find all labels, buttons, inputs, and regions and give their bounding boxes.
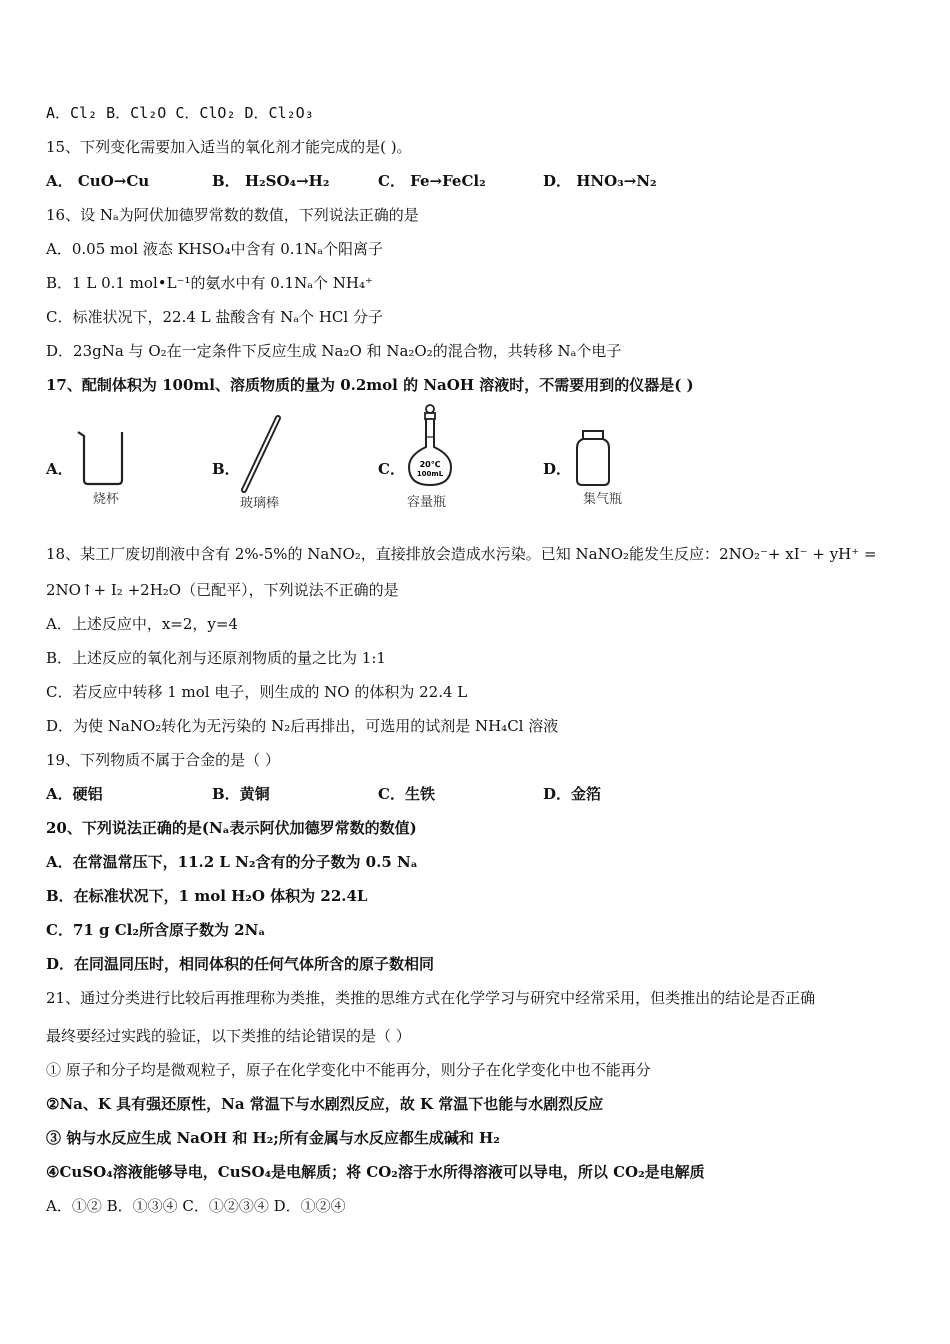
q21-statement-4: ④CuSO₄溶液能够导电，CuSO₄是电解质；将 CO₂溶于水所得溶液可以导电，所以 CO₂是电解质 [46,1163,705,1181]
q19-option-c: C．生铁 [378,785,435,803]
gas-jar-icon [573,428,613,488]
q18-option-b: B．上述反应的氧化剂与还原剂物质的量之比为 1:1 [46,649,386,667]
q15-option-d: D． HNO₃→N₂ [543,172,657,190]
volumetric-flask-label: 容量瓶 [407,495,447,510]
q19-option-a: A．硬铝 [46,785,103,803]
q16-stem: 16、设 Nₐ为阿伏加德罗常数的数值，下列说法正确的是 [46,206,419,224]
beaker-label: 烧杯 [93,492,120,507]
glass-rod-label: 玻璃棒 [240,496,280,511]
q14-options: A．Cl₂ B．Cl₂O C．ClO₂ D．Cl₂O₃ [46,104,314,122]
q18-option-d: D．为使 NaNO₂转化为无污染的 N₂后再排出，可选用的试剂是 NH₄Cl 溶液 [46,717,559,735]
gas-jar-label: 集气瓶 [583,492,623,507]
q16-option-c: C．标准状况下，22.4 L 盐酸含有 Nₐ个 HCl 分子 [46,308,383,326]
q15-stem: 15、下列变化需要加入适当的氧化剂才能完成的是( )。 [46,138,412,156]
q20-option-c: C．71 g Cl₂所含原子数为 2Nₐ [46,921,266,939]
flask-mark-volume: 100mL [416,470,444,478]
q15-option-c: C． Fe→FeCl₂ [378,172,486,190]
q16-option-d: D．23gNa 与 O₂在一定条件下反应生成 Na₂O 和 Na₂O₂的混合物，共转移 Nₐ个电子 [46,342,622,360]
q17-option-b: B． [212,460,240,478]
q19-option-b: B．黄铜 [212,785,270,803]
q18-option-a: A．上述反应中，x=2，y=4 [46,615,238,633]
beaker-icon [74,428,130,486]
q15-option-b: B． H₂SO₄→H₂ [212,172,330,190]
q21-stem-line1: 21、通过分类进行比较后再推理称为类推，类推的思维方式在化学学习与研究中经常采用，但类推出的结论是否正确 [46,989,816,1007]
q21-statement-3: ③ 钠与水反应生成 NaOH 和 H₂;所有金属与水反应都生成碱和 H₂ [46,1129,500,1147]
q17-stem: 17、配制体积为 100ml、溶质物质的量为 0.2mol 的 NaOH 溶液时，不需要用到的仪器是( ) [46,376,694,394]
q16-option-a: A．0.05 mol 液态 KHSO₄中含有 0.1Nₐ个阳离子 [46,240,383,258]
volumetric-flask-icon [405,403,455,489]
q20-option-b: B．在标准状况下，1 mol H₂O 体积为 22.4L [46,887,368,905]
glass-rod-icon [238,414,286,494]
q20-stem: 20、下列说法正确的是(Nₐ表示阿伏加德罗常数的数值) [46,819,417,837]
q21-options: A．①② B．①③④ C．①②③④ D．①②④ [46,1197,346,1215]
q18-stem-line1: 18、某工厂废切削液中含有 2%-5%的 NaNO₂，直接排放会造成水污染。已知 NaNO₂能发生反应：2NO₂⁻+ xI⁻ + yH⁺ = [46,545,877,563]
q19-stem: 19、下列物质不属于合金的是（ ） [46,751,280,769]
q20-option-d: D．在同温同压时，相同体积的任何气体所含的原子数相同 [46,955,435,973]
q19-option-d: D．金箔 [543,785,602,803]
q15-option-a: A． CuO→Cu [46,172,150,190]
q21-statement-1: ① 原子和分子均是微观粒子，原子在化学变化中不能再分，则分子在化学变化中也不能再分 [46,1061,651,1079]
q18-stem-line2: 2NO↑+ I₂ +2H₂O（已配平），下列说法不正确的是 [46,581,399,599]
q17-option-a: A． [46,460,73,478]
q20-option-a: A．在常温常压下，11.2 L N₂含有的分子数为 0.5 Nₐ [46,853,418,871]
q21-stem-line2: 最终要经过实践的验证，以下类推的结论错误的是（ ） [46,1027,411,1045]
q18-option-c: C．若反应中转移 1 mol 电子，则生成的 NO 的体积为 22.4 L [46,683,468,701]
flask-mark-temperature: 20℃ [419,460,441,469]
q21-statement-2: ②Na、K 具有强还原性，Na 常温下与水剧烈反应，故 K 常温下也能与水剧烈反应 [46,1095,604,1113]
q17-option-d: D． [543,460,572,478]
q17-option-c: C． [378,460,405,478]
q16-option-b: B．1 L 0.1 mol•L⁻¹的氨水中有 0.1Nₐ个 NH₄⁺ [46,274,373,292]
